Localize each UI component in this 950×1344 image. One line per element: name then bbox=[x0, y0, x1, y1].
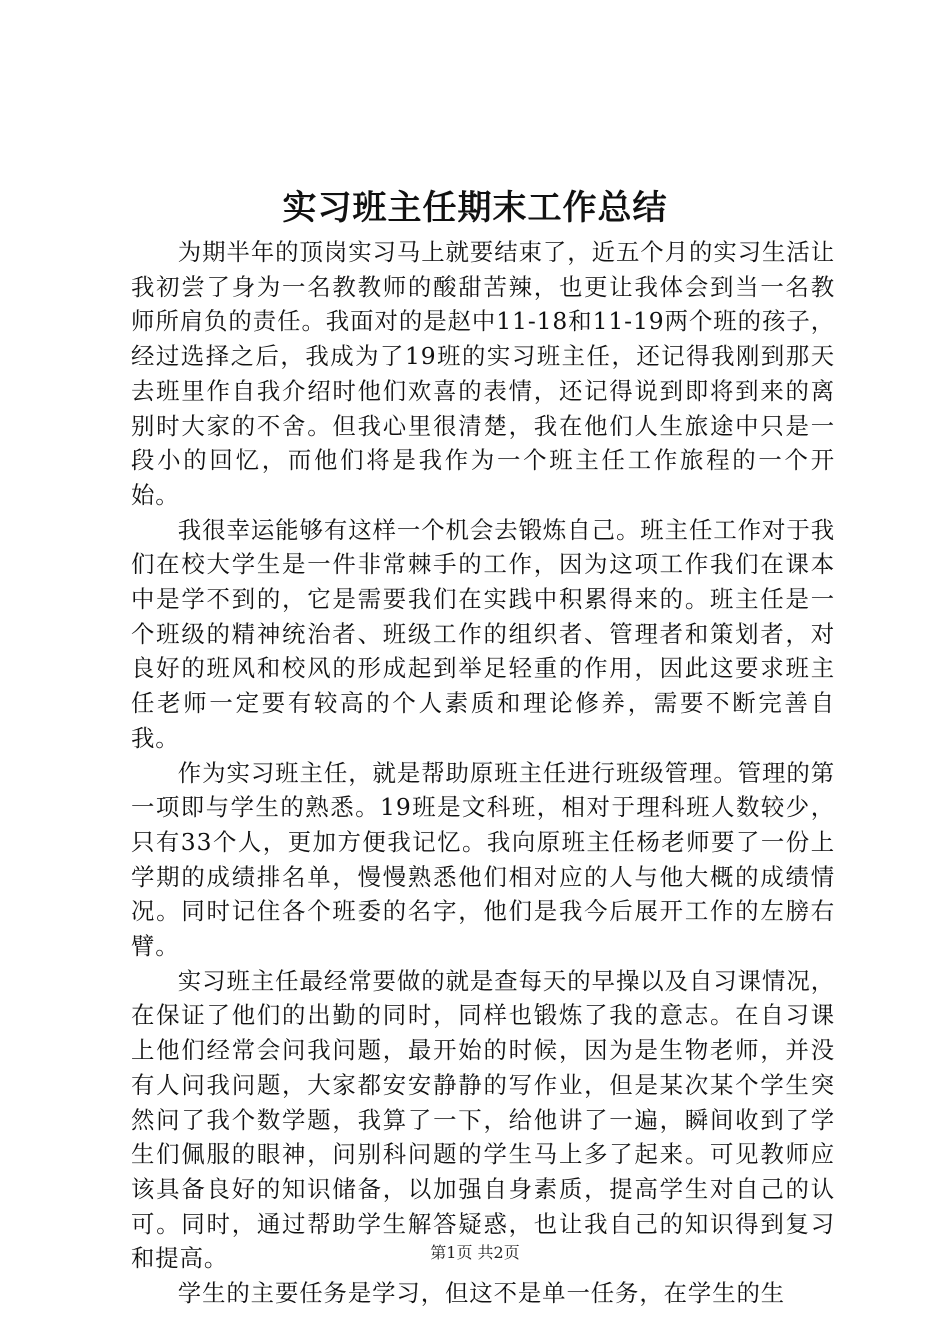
paragraph: 学生的主要任务是学习，但这不是单一任务，在学生的生 bbox=[177, 1279, 786, 1308]
paragraph: 为期半年的顶岗实习马上就要结束了，近五个月的实习生活让我初尝了身为一名教教师的酸甜苦辣，也更让我体会到当一名教师所肩负的责任。我面对的是赵中11-18和11-19两个班的孩子，经过选择之后，我成为了19班的实习班主任，还记得我刚到那天去班里作自我介绍时他们欢喜的表情，还记得说到即将到来的离别时大家的不舍。但我心里很清楚，我在他们人生旅途中只是一段小的回忆，而他们将是我作为一个班主任工作旅程的一个开始。 bbox=[131, 238, 835, 509]
document-body bbox=[131, 235, 835, 1311]
paragraph: 我很幸运能够有这样一个机会去锻炼自己。班主任工作对于我们在校大学生是一件非常棘手的工作，因为这项工作我们在课本中是学不到的，它是需要我们在实践中积累得来的。班主任是一个班级的精神统治者、班级工作的组织者、管理者和策划者，对良好的班风和校风的形成起到举足轻重的作用，因此这要求班主任老师一定要有较高的个人素质和理论修养，需要不断完善自我。 bbox=[131, 515, 835, 752]
paragraph: 作为实习班主任，就是帮助原班主任进行班级管理。管理的第一项即与学生的熟悉。19班是文科班，相对于理科班人数较少，只有33个人，更加方便我记忆。我向原班主任杨老师要了一份上学期的成绩排名单，慢慢熟悉他们相对应的人与他大概的成绩情况。同时记住各个班委的名字，他们是我今后展开工作的左膀右臂。 bbox=[131, 758, 835, 961]
document-title: 实习班主任期末工作总结 bbox=[282, 188, 668, 228]
page-number-footer: 第1页 共2页 bbox=[430, 1243, 520, 1262]
paragraph: 实习班主任最经常要做的就是查每天的早操以及自习课情况，在保证了他们的出勤的同时，同样也锻炼了我的意志。在自习课上他们经常会问我问题，最开始的时候，因为是生物老师，并没有人问我问题，大家都安安静静的写作业，但是某次某个学生突然问了我个数学题，我算了一下，给他讲了一遍，瞬间收到了学生们佩服的眼神，问别科问题的学生马上多了起来。可见教师应该具备良好的知识储备，以加强自身素质，提高学生对自己的认可。同时，通过帮助学生解答疑惑，也让我自己的知识得到复习和提高。 bbox=[131, 966, 835, 1273]
